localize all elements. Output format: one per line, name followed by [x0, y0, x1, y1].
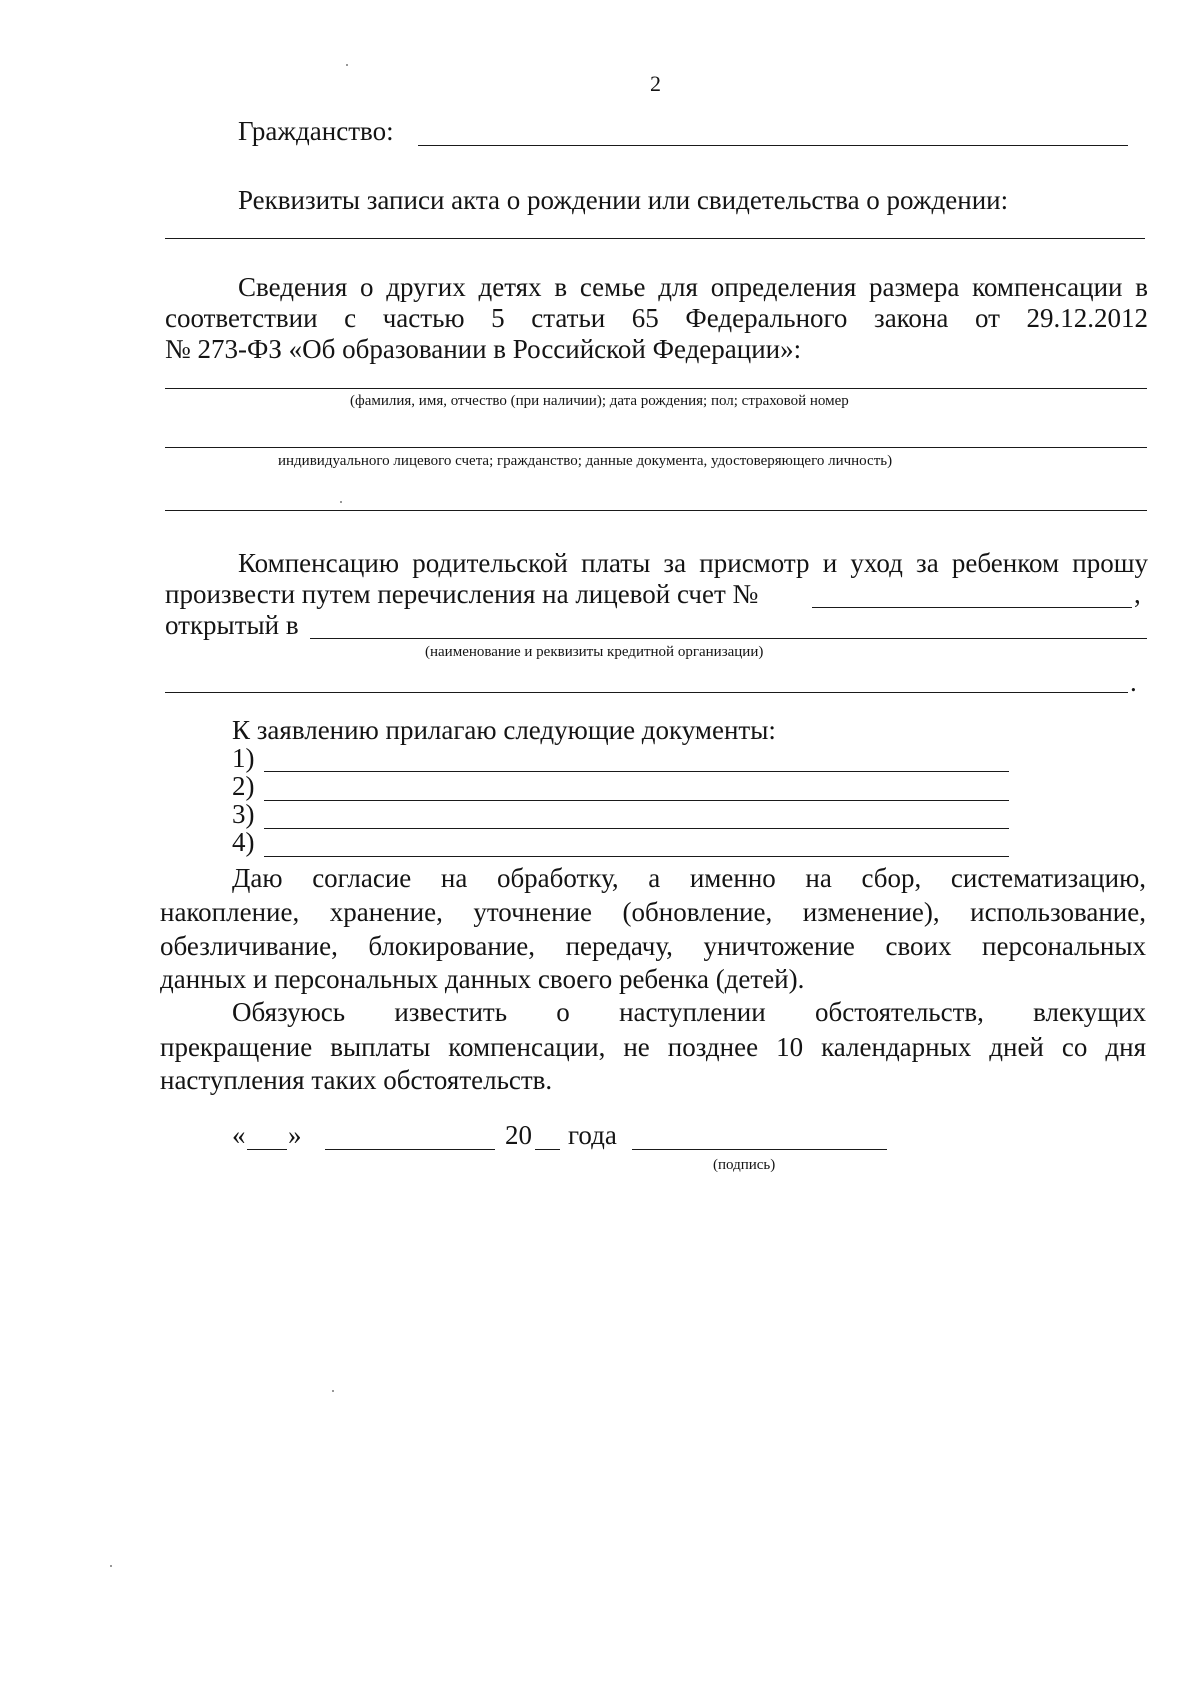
other-children-field-1[interactable] — [165, 388, 1147, 389]
payment-line-2-comma: , — [1134, 579, 1141, 609]
attachment-field-1[interactable] — [264, 771, 1009, 772]
birth-record-field[interactable] — [165, 238, 1145, 239]
payment-end-period: . — [1130, 667, 1137, 697]
other-children-hint-1: (фамилия, имя, отчество (при наличии); дата рождения; пол; страховой номер — [350, 393, 849, 409]
consent-line-2: накопление, хранение, уточнение (обновление, изменение), использование, — [160, 897, 1146, 927]
payment-line-2: произвести путем перечисления на лицевой счет № — [165, 579, 759, 609]
citizenship-label: Гражданство: — [238, 116, 394, 146]
attachment-field-4[interactable] — [264, 856, 1009, 857]
date-day-field[interactable] — [247, 1149, 287, 1150]
birth-record-label: Реквизиты записи акта о рождении или свидетельства о рождении: — [238, 185, 1009, 215]
obligation-line-2: прекращение выплаты компенсации, не позднее 10 календарных дней со дня — [160, 1032, 1146, 1062]
date-year-prefix: 20 — [505, 1120, 532, 1150]
attachment-number-4: 4) — [232, 827, 255, 857]
attachment-number-1: 1) — [232, 743, 255, 773]
signature-hint: (подпись) — [713, 1157, 776, 1173]
citizenship-field[interactable] — [418, 145, 1128, 146]
other-children-field-3[interactable] — [165, 510, 1147, 511]
date-month-field[interactable] — [325, 1149, 495, 1150]
consent-line-3: обезличивание, блокирование, передачу, уничтожение своих персональных — [160, 931, 1146, 961]
page-number: 2 — [650, 71, 661, 96]
other-children-field-2[interactable] — [165, 447, 1147, 448]
date-year-word: года — [568, 1120, 617, 1150]
payment-line-3: открытый в — [165, 610, 299, 640]
consent-line-1: Даю согласие на обработку, а именно на сбор, систематизацию, — [232, 863, 1146, 893]
scan-speck — [346, 64, 348, 66]
attachment-number-2: 2) — [232, 771, 255, 801]
other-children-line-2: соответствии с частью 5 статьи 65 Федерального закона от 29.12.2012 — [165, 303, 1148, 333]
date-open-quote: « — [232, 1120, 246, 1150]
other-children-hint-2: индивидуального лицевого счета; гражданство; данные документа, удостоверяющего личность) — [278, 453, 893, 469]
other-children-line-1: Сведения о других детях в семье для определения размера компенсации в — [238, 272, 1148, 302]
other-children-line-3: № 273-ФЗ «Об образовании в Российской Федерации»: — [165, 334, 802, 364]
attachment-field-3[interactable] — [264, 828, 1009, 829]
payment-line-1: Компенсацию родительской платы за присмотр и уход за ребенком прошу — [238, 548, 1148, 578]
date-close-quote: » — [288, 1120, 302, 1150]
bank-field-2[interactable] — [165, 692, 1128, 693]
scan-speck — [332, 1390, 334, 1392]
obligation-line-1: Обязуюсь известить о наступлении обстоятельств, влекущих — [232, 997, 1146, 1027]
bank-field[interactable] — [310, 638, 1147, 639]
date-year-field[interactable] — [535, 1149, 560, 1150]
attachment-number-3: 3) — [232, 799, 255, 829]
obligation-line-3: наступления таких обстоятельств. — [160, 1065, 553, 1095]
account-number-field[interactable] — [812, 607, 1132, 608]
attachment-field-2[interactable] — [264, 800, 1009, 801]
scan-speck — [340, 501, 342, 503]
consent-line-4: данных и персональных данных своего ребенка (детей). — [160, 964, 805, 994]
bank-hint: (наименование и реквизиты кредитной организации) — [425, 644, 764, 660]
attachments-title: К заявлению прилагаю следующие документы: — [232, 715, 776, 745]
scan-speck — [110, 1565, 112, 1567]
signature-field[interactable] — [632, 1149, 887, 1150]
